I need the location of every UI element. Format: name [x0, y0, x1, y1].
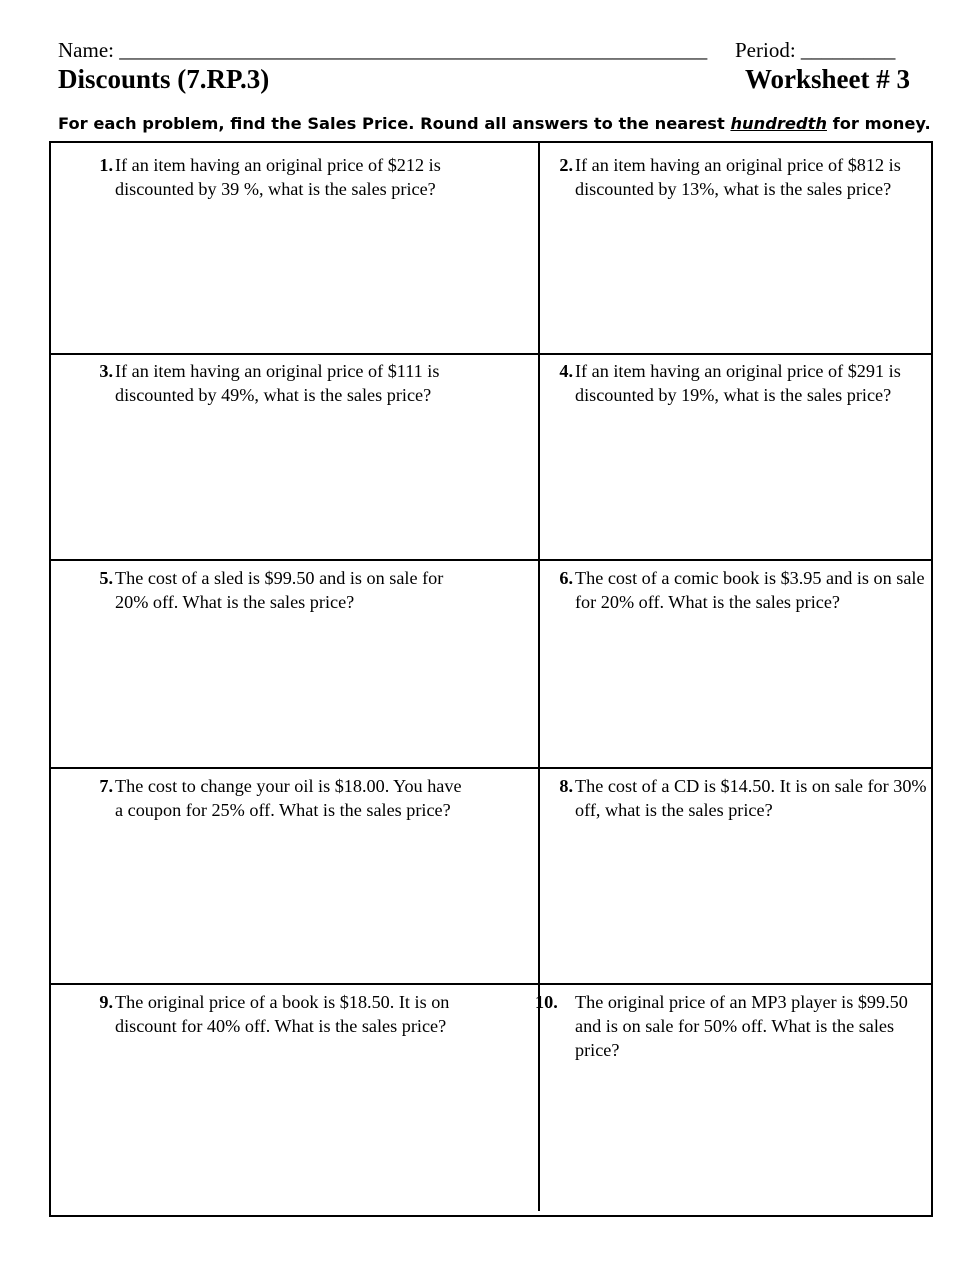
problem-text: The cost of a CD is $14.50. It is on sale for 30% off, what is the sales price? — [575, 776, 927, 820]
problem-text: The original price of an MP3 player is $99.50 and is on sale for 50% off. What is the sales price? — [575, 992, 908, 1060]
grid-row-divider — [51, 767, 931, 769]
instructions-text-before: For each problem, find the Sales Price. Round all answers to the nearest — [58, 114, 731, 133]
problem-number: 1. — [99, 155, 113, 175]
problem-number: 3. — [99, 361, 113, 381]
problem-number: 10. — [535, 992, 558, 1012]
problem-text: If an item having an original price of $212 is discounted by 39 %, what is the sales price? — [115, 155, 441, 199]
problem-number: 6. — [559, 568, 573, 588]
problem-8 — [559, 774, 929, 822]
problem-number: 7. — [99, 776, 113, 796]
problem-text: The cost of a sled is $99.50 and is on sale for 20% off. What is the sales price? — [115, 568, 444, 612]
problem-number: 2. — [559, 155, 573, 175]
name-field-label[interactable]: Name: ________________________________________________________ — [58, 38, 708, 62]
period-field-label[interactable]: Period: _________ — [735, 38, 896, 62]
instructions-text-after: for money. — [826, 114, 931, 133]
problem-3 — [99, 359, 469, 407]
instructions-emphasis: hundredth — [730, 114, 827, 133]
worksheet-number: Worksheet # 3 — [745, 64, 910, 94]
problem-text: If an item having an original price of $291 is discounted by 19%, what is the sales price? — [575, 361, 901, 405]
header-name-row — [58, 37, 910, 63]
problem-number: 5. — [99, 568, 113, 588]
problem-1 — [99, 153, 469, 201]
grid-column-divider — [538, 143, 540, 1211]
problem-text: If an item having an original price of $111 is discounted by 49%, what is the sales price? — [115, 361, 440, 405]
problem-7 — [99, 774, 469, 822]
problem-text: The original price of a book is $18.50. It is on discount for 40% off. What is the sales price? — [115, 992, 450, 1036]
problem-text: The cost to change your oil is $18.00. You have a coupon for 25% off. What is the sales price? — [115, 776, 462, 820]
worksheet-title: Discounts (7.RP.3) — [58, 64, 270, 94]
problem-text: The cost of a comic book is $3.95 and is on sale for 20% off. What is the sales price? — [575, 568, 925, 612]
problem-10 — [535, 990, 929, 1062]
instructions — [58, 112, 931, 136]
problem-number: 8. — [559, 776, 573, 796]
problem-2 — [559, 153, 929, 201]
problem-6 — [559, 566, 929, 614]
problem-grid — [49, 141, 933, 1217]
problem-number: 9. — [99, 992, 113, 1012]
problem-text: If an item having an original price of $812 is discounted by 13%, what is the sales price? — [575, 155, 901, 199]
grid-row-divider — [51, 559, 931, 561]
problem-9 — [99, 990, 469, 1038]
grid-row-divider — [51, 983, 931, 985]
title-row — [58, 63, 910, 95]
problem-number: 4. — [559, 361, 573, 381]
grid-row-divider — [51, 353, 931, 355]
problem-4 — [559, 359, 929, 407]
problem-5 — [99, 566, 469, 614]
